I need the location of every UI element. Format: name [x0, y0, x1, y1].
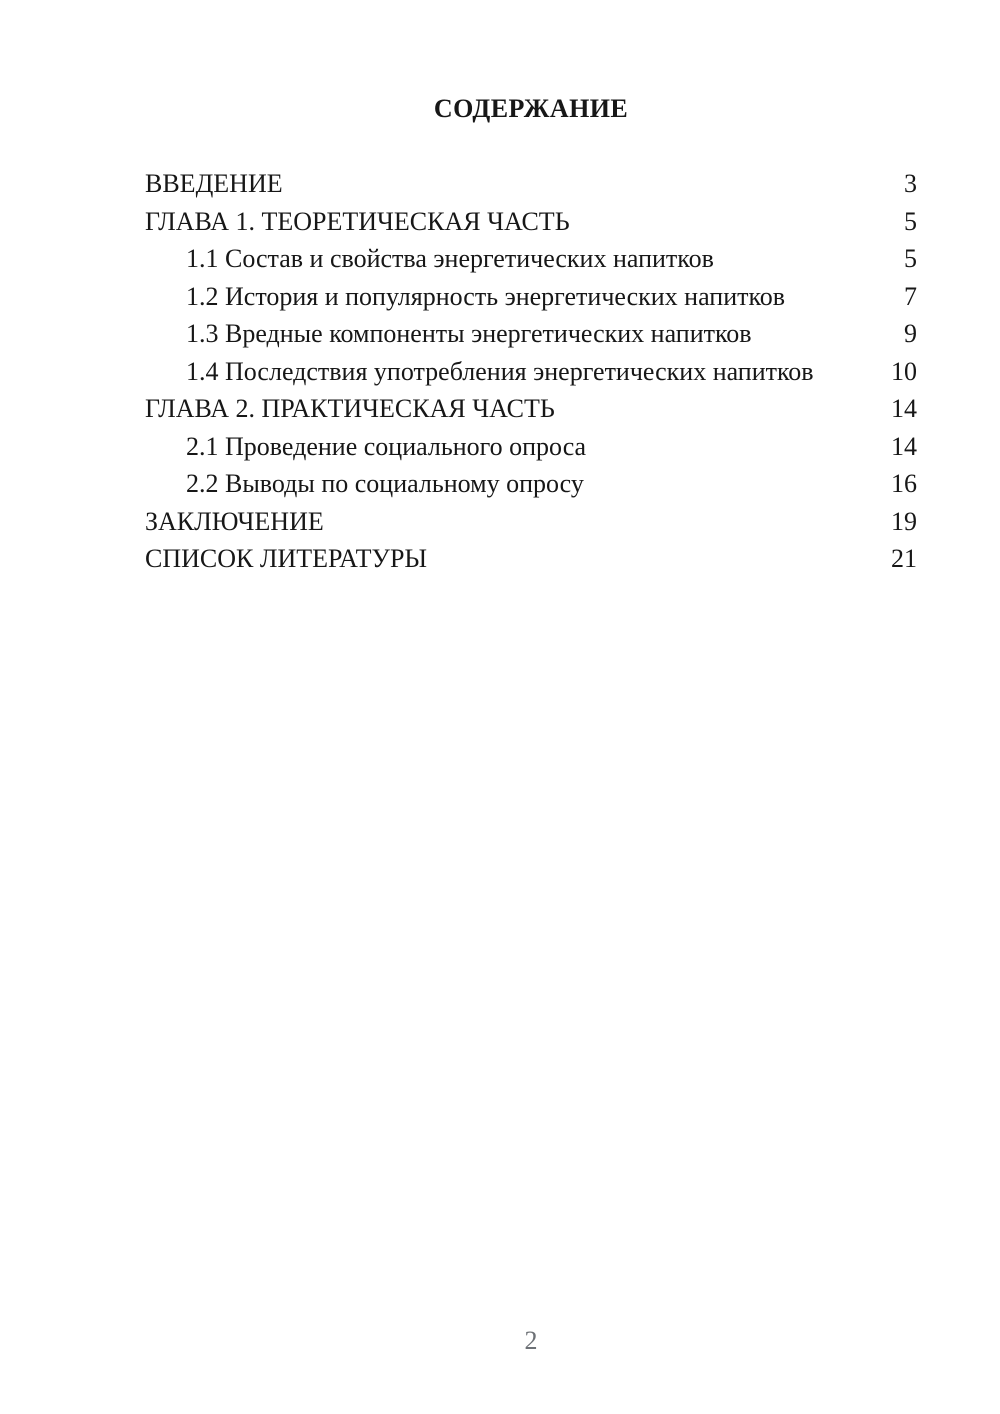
toc-entry-page: 21: [891, 544, 917, 573]
toc-entry: [145, 428, 917, 466]
toc-entry-page: 3: [904, 169, 917, 198]
toc-entry-page: 7: [904, 281, 917, 311]
toc-entry-page: 5: [904, 244, 917, 273]
toc-entry-label: ГЛАВА 2. ПРАКТИЧЕСКАЯ ЧАСТЬ: [145, 394, 555, 423]
toc-entry-label: 1.4 Последствия употребления энергетических напитков: [186, 356, 814, 386]
toc-entry-label: ВВЕДЕНИЕ: [145, 169, 283, 198]
toc-entry-page: 19: [891, 506, 917, 536]
table-of-contents: [145, 90, 917, 578]
toc-entry-label: 1.2 История и популярность энергетических напитков: [186, 281, 786, 311]
toc-entry: [145, 390, 917, 428]
toc-list: [145, 165, 917, 578]
toc-entry-label: 2.2 Выводы по социальному опросу: [186, 469, 584, 498]
toc-entry: [145, 278, 917, 316]
toc-entry-page: 5: [904, 206, 917, 236]
toc-entry-label: 1.1 Состав и свойства энергетических напитков: [186, 244, 714, 273]
toc-entry-page: 14: [891, 431, 917, 461]
toc-entry: [145, 465, 917, 503]
toc-entry: [145, 240, 917, 278]
toc-entry-label: 1.3 Вредные компоненты энергетических напитков: [186, 319, 752, 348]
toc-entry: [145, 503, 917, 541]
toc-entry: [145, 203, 917, 241]
toc-entry-label: 2.1 Проведение социального опроса: [186, 431, 587, 461]
toc-entry-label: ЗАКЛЮЧЕНИЕ: [145, 506, 324, 536]
toc-title: СОДЕРЖАНИЕ: [433, 94, 629, 123]
toc-entry: [145, 315, 917, 353]
toc-entry-page: 16: [891, 469, 917, 498]
toc-entry-page: 9: [904, 319, 917, 348]
toc-entry: [145, 353, 917, 391]
toc-entry-label: ГЛАВА 1. ТЕОРЕТИЧЕСКАЯ ЧАСТЬ: [145, 206, 570, 236]
toc-entry: [145, 165, 917, 203]
toc-entry-label: СПИСОК ЛИТЕРАТУРЫ: [145, 544, 428, 573]
footer-page-number: 2: [524, 1326, 538, 1355]
toc-entry-page: 10: [891, 356, 917, 386]
toc-entry-page: 14: [891, 394, 917, 423]
toc-entry: [145, 540, 917, 578]
